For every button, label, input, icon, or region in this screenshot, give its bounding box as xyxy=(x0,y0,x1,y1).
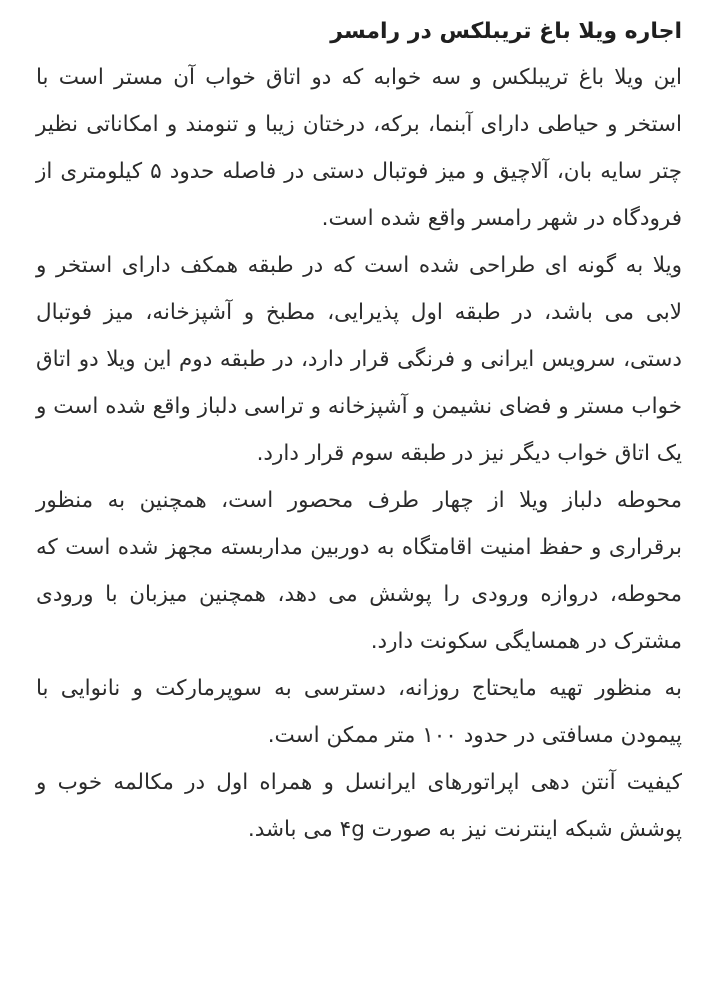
article-paragraph-amenities: به منظور تهیه مایحتاج روزانه، دسترسی به سوپرمارکت و نانوایی با پیمودن مسافتی در حدود ۱۰۰ متر ممکن است. xyxy=(36,676,682,748)
article-paragraph-security: محوطه دلباز ویلا از چهار طرف محصور است، همچنین به منظور برقراری و حفظ امنیت اقامتگاه به دوربین مداربسته مجهز شده است که محوطه، دروازه ورودی را پوشش می دهد، همچنین میزبان با ورودی مشترک در همسایگی سکونت دارد. xyxy=(36,488,682,654)
article-paragraph-floors: ویلا به گونه ای طراحی شده است که در طبقه همکف دارای استخر و لابی می باشد، در طبقه اول پذیرایی، مطبخ و آشپزخانه، میز فوتبال دستی، سرویس ایرانی و فرنگی قرار دارد، در طبقه دوم این ویلا دو اتاق خواب مستر و فضای نشیمن و آشپزخانه و تراسی دلباز واقع شده است و یک اتاق خواب دیگر نیز در طبقه سوم قرار دارد. xyxy=(36,253,682,466)
article-paragraph-connectivity: کیفیت آنتن دهی اپراتورهای ایرانسل و همراه اول در مکالمه خوب و پوشش شبکه اینترنت نیز به صورت ۴g می باشد. xyxy=(36,770,682,842)
article-paragraph-description: این ویلا باغ تریبلکس و سه خوابه که دو اتاق خواب آن مستر است با استخر و حیاطی دارای آبنما، برکه، درختان زیبا و تنومند و امکاناتی نظیر چتر سایه بان، آلاچیق و میز فوتبال دستی در فاصله حدود ۵ کیلومتری از فرودگاه در شهر رامسر واقع شده است. xyxy=(36,65,682,231)
article-title: اجاره ویلا باغ تریبلکس در رامسر xyxy=(330,19,682,44)
article xyxy=(36,10,682,853)
